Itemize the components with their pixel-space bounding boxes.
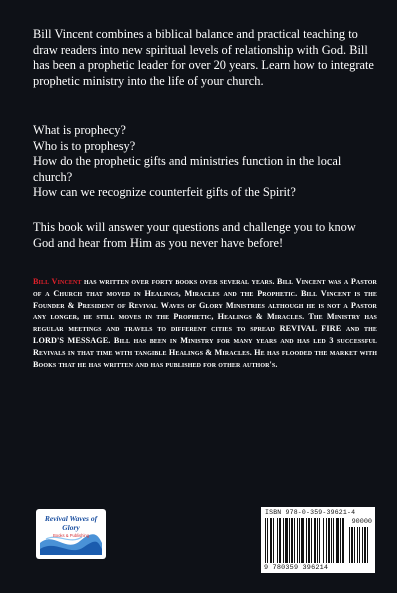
author-name: Bill Vincent [33, 277, 82, 286]
intro-blurb [33, 27, 378, 89]
isbn-label: ISBN 978-0-359-39621-4 [265, 509, 356, 516]
author-bio [33, 276, 377, 370]
question-item: Who is to prophesy? [33, 138, 136, 153]
bio-text: and the [341, 324, 377, 334]
closing-statement: This book will answer your questions and challenge you to know God and hear from Him as you never have before! [33, 220, 356, 250]
price-code: 90000 [351, 518, 372, 526]
bio-text: . Bill has been in Ministry for many years and has led 3 successful Revivals in that time with tangible Healings & Miracles. He has flooded the market with Books that he has written and has published for other author's. [33, 335, 378, 369]
bio-text: has written over forty books over several years. Bill Vincent was a Pastor of a Church that moved in Healings, Miracles and the Prophetic. Bill Vincent is the Founder & President of Revival Waves of Glory Ministries although he is not a Pastor any longer, he still moves in the Prophetic, Healings & Miracles. The Ministry has regular meetings and travels to different cities to spread [33, 277, 377, 334]
question-item: How can we recognize counterfeit gifts of the Spirit? [33, 185, 296, 200]
question-list [33, 123, 378, 201]
publisher-logo [36, 509, 106, 559]
addon-bars [349, 527, 371, 563]
barcode-bars [265, 518, 345, 563]
intro-paragraph: Bill Vincent combines a biblical balance and practical teaching to draw readers into new spiritual levels of relationship with God. Bill has been a prophetic leader for over 20 years. Learn how to integrate prophetic ministry into the life of your church. [33, 27, 374, 88]
question-item: What is prophecy? [33, 123, 126, 137]
isbn-barcode [261, 507, 375, 573]
question-item: How do the prophetic gifts and ministries function in the local church? [33, 154, 342, 184]
logo-title: Revival Waves of Glory [44, 514, 98, 532]
logo-subtitle: Books & Publishing [52, 533, 90, 538]
barcode-digits: 9 780359 396214 [264, 564, 329, 572]
page-edge [397, 0, 412, 593]
bio-emphasis: LORD'S MESSAGE [33, 335, 109, 345]
bio-emphasis: REVIVAL FIRE [279, 324, 342, 334]
